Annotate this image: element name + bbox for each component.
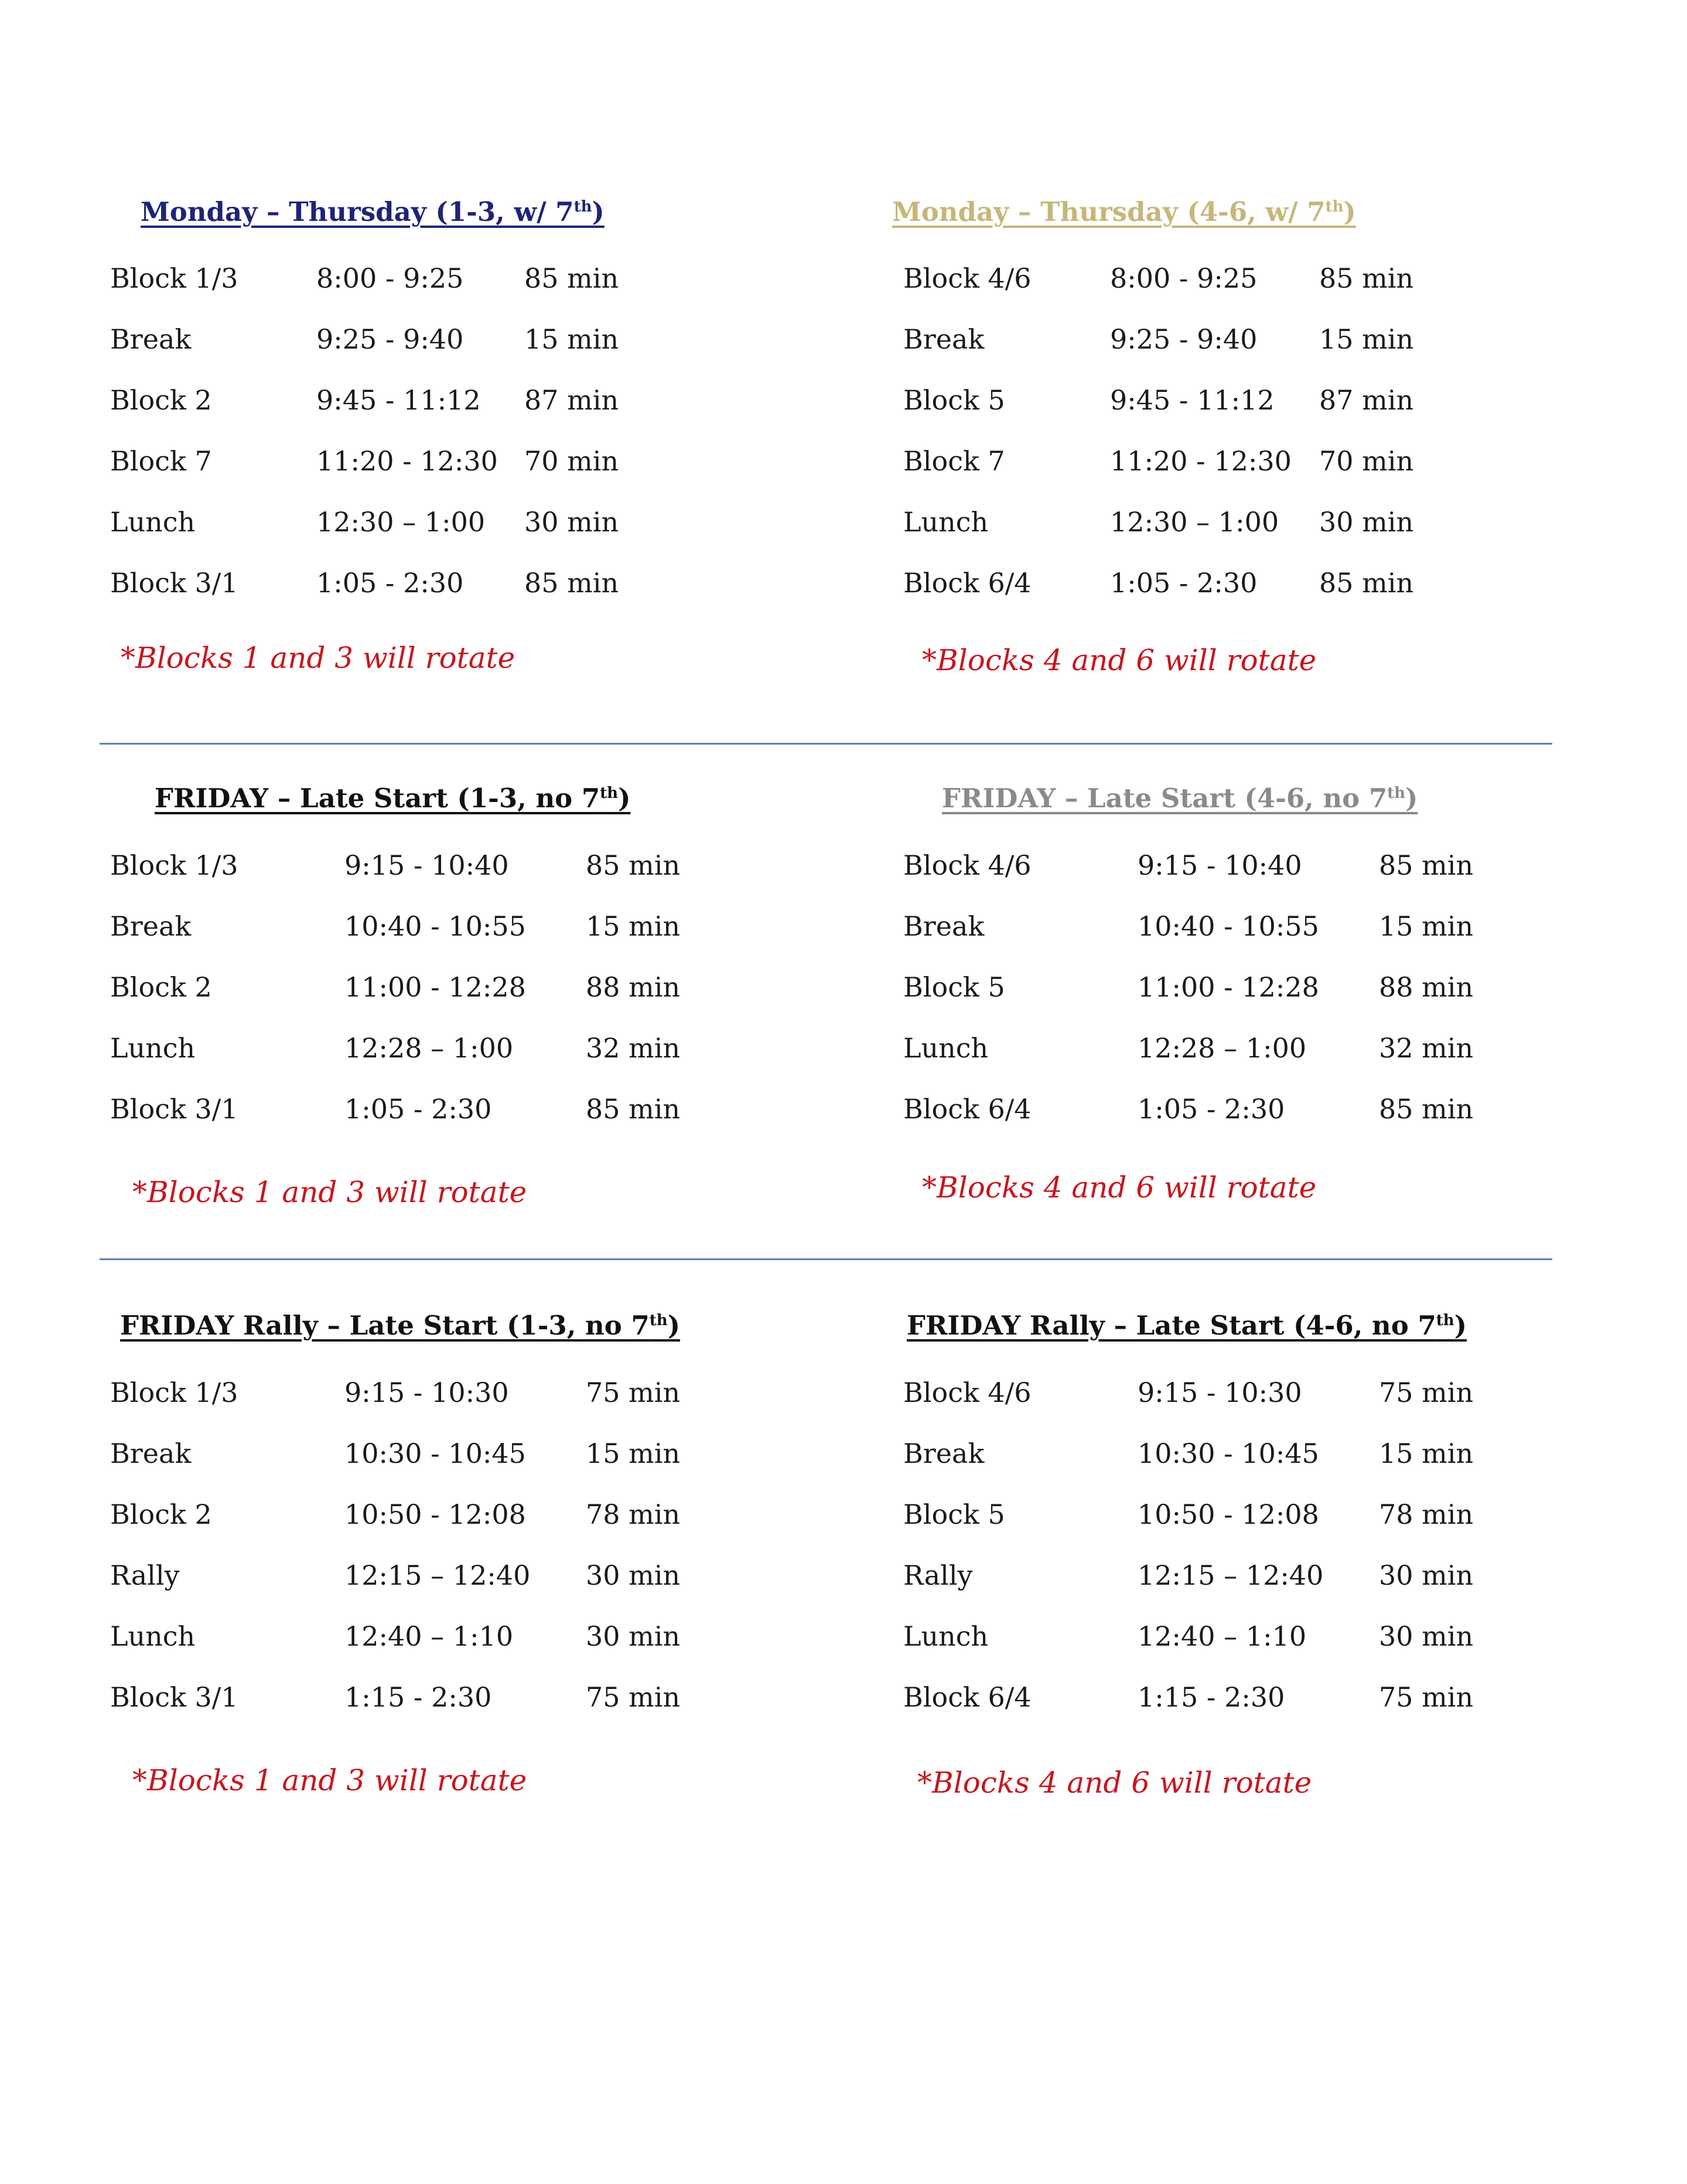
period-time: 9:15 - 10:40 [1138,849,1302,881]
period-name: Block 2 [110,971,212,1003]
period-duration: 78 min [586,1499,681,1530]
period-name: Block 1/3 [110,849,238,881]
period-time: 10:50 - 12:08 [344,1499,526,1530]
period-time: 11:20 - 12:30 [1110,445,1292,477]
period-duration: 15 min [586,1438,681,1469]
period-duration: 85 min [524,262,619,294]
period-name: Lunch [110,1032,196,1064]
period-time: 12:40 – 1:10 [1138,1620,1307,1652]
period-time: 11:00 - 12:28 [1138,971,1319,1003]
period-duration: 30 min [1319,506,1414,538]
period-time: 1:15 - 2:30 [1138,1681,1285,1713]
period-duration: 85 min [586,1093,681,1125]
period-duration: 30 min [586,1620,681,1652]
period-name: Block 7 [110,445,212,477]
schedule-title [942,783,1418,814]
period-name: Lunch [903,1032,989,1064]
period-time: 10:30 - 10:45 [1138,1438,1319,1469]
period-name: Lunch [110,506,196,538]
period-time: 12:30 – 1:00 [1110,506,1279,538]
period-time: 12:28 – 1:00 [1138,1032,1307,1064]
period-name: Block 3/1 [110,567,238,599]
period-time: 1:15 - 2:30 [344,1681,492,1713]
schedule-title [892,196,1356,227]
period-time: 12:30 – 1:00 [316,506,486,538]
period-name: Block 6/4 [903,1093,1032,1125]
period-duration: 15 min [1319,323,1414,355]
period-time: 12:15 – 12:40 [344,1559,531,1591]
period-time: 11:20 - 12:30 [316,445,498,477]
period-name: Break [903,323,985,355]
period-time: 10:40 - 10:55 [1138,910,1319,942]
period-time: 9:45 - 11:12 [1110,384,1275,416]
period-time: 10:40 - 10:55 [344,910,526,942]
section-divider [100,743,1552,745]
rotation-note: *Blocks 4 and 6 will rotate [922,643,1317,677]
period-time: 8:00 - 9:25 [1110,262,1258,294]
period-duration: 75 min [1379,1377,1474,1408]
period-name: Block 1/3 [110,1377,238,1408]
period-name: Block 5 [903,1499,1005,1530]
period-duration: 32 min [1379,1032,1474,1064]
period-name: Lunch [903,506,989,538]
period-time: 12:15 – 12:40 [1138,1559,1324,1591]
period-duration: 30 min [1379,1620,1474,1652]
period-duration: 15 min [586,910,681,942]
period-name: Lunch [903,1620,989,1652]
period-time: 9:25 - 9:40 [316,323,464,355]
period-time: 9:15 - 10:40 [344,849,509,881]
title-superscript: th [1436,1312,1454,1329]
period-time: 9:25 - 9:40 [1110,323,1258,355]
period-name: Block 6/4 [903,567,1032,599]
period-duration: 70 min [1319,445,1414,477]
title-end: ) [1454,1310,1467,1341]
section-divider [100,1258,1552,1260]
period-name: Block 4/6 [903,262,1032,294]
period-duration: 78 min [1379,1499,1474,1530]
period-name: Break [110,1438,192,1469]
title-end: ) [667,1310,680,1341]
period-name: Block 4/6 [903,849,1032,881]
title-text: FRIDAY – Late Start (1-3, no 7 [155,783,600,814]
period-time: 1:05 - 2:30 [316,567,464,599]
period-name: Break [110,910,192,942]
title-text: FRIDAY – Late Start (4-6, no 7 [942,783,1388,814]
period-name: Rally [903,1559,973,1591]
schedule-title [907,1310,1467,1341]
period-time: 11:00 - 12:28 [344,971,526,1003]
schedule-title [155,783,630,814]
rotation-note: *Blocks 4 and 6 will rotate [917,1766,1312,1800]
title-end: ) [592,196,605,227]
period-name: Break [110,323,192,355]
period-name: Block 3/1 [110,1093,238,1125]
period-duration: 85 min [1379,849,1474,881]
title-superscript: th [573,198,592,216]
period-duration: 85 min [1379,1093,1474,1125]
period-name: Block 2 [110,384,212,416]
period-name: Block 2 [110,1499,212,1530]
period-time: 10:50 - 12:08 [1138,1499,1319,1530]
period-name: Block 4/6 [903,1377,1032,1408]
period-name: Block 3/1 [110,1681,238,1713]
period-duration: 75 min [1379,1681,1474,1713]
period-duration: 75 min [586,1681,681,1713]
period-name: Rally [110,1559,180,1591]
title-end: ) [1405,783,1418,814]
period-time: 8:00 - 9:25 [316,262,464,294]
title-superscript: th [1325,198,1344,216]
period-duration: 15 min [524,323,619,355]
title-text: Monday – Thursday (4-6, w/ 7 [892,196,1326,227]
rotation-note: *Blocks 4 and 6 will rotate [922,1171,1317,1204]
period-time: 1:05 - 2:30 [344,1093,492,1125]
period-duration: 85 min [1319,567,1414,599]
period-duration: 88 min [1379,971,1474,1003]
period-name: Break [903,1438,985,1469]
period-duration: 85 min [524,567,619,599]
title-superscript: th [600,784,619,802]
period-name: Block 5 [903,384,1005,416]
period-time: 9:15 - 10:30 [344,1377,509,1408]
rotation-note: *Blocks 1 and 3 will rotate [132,1763,527,1797]
title-text: Monday – Thursday (1-3, w/ 7 [141,196,574,227]
period-name: Block 7 [903,445,1005,477]
period-duration: 32 min [586,1032,681,1064]
period-name: Block 5 [903,971,1005,1003]
title-end: ) [618,783,631,814]
title-superscript: th [649,1312,668,1329]
period-name: Block 6/4 [903,1681,1032,1713]
schedule-title [141,196,605,227]
period-name: Break [903,910,985,942]
period-duration: 85 min [1319,262,1414,294]
period-time: 9:15 - 10:30 [1138,1377,1302,1408]
period-time: 12:40 – 1:10 [344,1620,514,1652]
period-duration: 15 min [1379,910,1474,942]
schedule-title [120,1310,680,1341]
title-text: FRIDAY Rally – Late Start (4-6, no 7 [907,1310,1436,1341]
period-duration: 30 min [524,506,619,538]
period-time: 12:28 – 1:00 [344,1032,514,1064]
period-duration: 30 min [586,1559,681,1591]
rotation-note: *Blocks 1 and 3 will rotate [121,641,515,675]
period-duration: 30 min [1379,1559,1474,1591]
period-duration: 88 min [586,971,681,1003]
title-superscript: th [1387,784,1406,802]
period-duration: 15 min [1379,1438,1474,1469]
period-duration: 75 min [586,1377,681,1408]
period-duration: 87 min [1319,384,1414,416]
period-duration: 70 min [524,445,619,477]
period-time: 1:05 - 2:30 [1110,567,1258,599]
period-duration: 87 min [524,384,619,416]
period-duration: 85 min [586,849,681,881]
period-time: 9:45 - 11:12 [316,384,481,416]
title-text: FRIDAY Rally – Late Start (1-3, no 7 [120,1310,650,1341]
period-name: Lunch [110,1620,196,1652]
rotation-note: *Blocks 1 and 3 will rotate [132,1175,527,1209]
period-name: Block 1/3 [110,262,238,294]
title-end: ) [1343,196,1356,227]
period-time: 1:05 - 2:30 [1138,1093,1285,1125]
period-time: 10:30 - 10:45 [344,1438,526,1469]
